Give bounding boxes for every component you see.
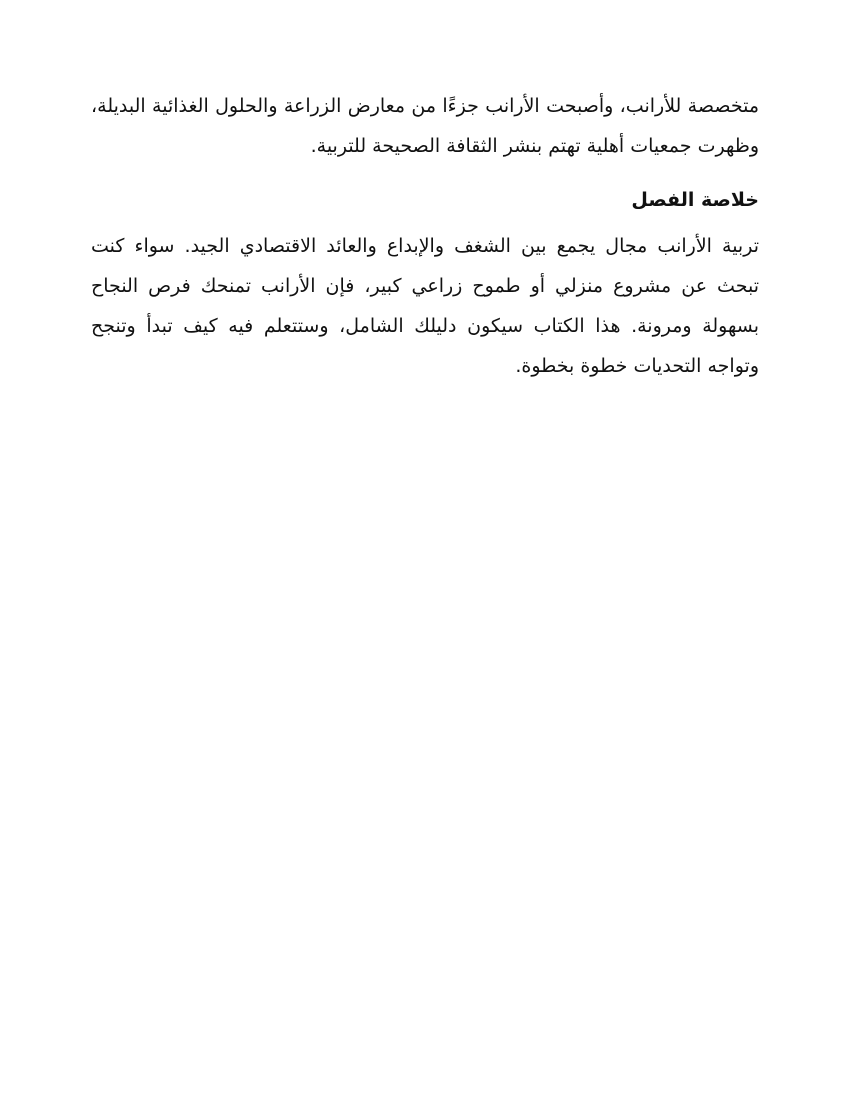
page-content xyxy=(91,86,759,386)
summary-paragraph: تربية الأرانب مجال يجمع بين الشغف والإبداع والعائد الاقتصادي الجيد. سواء كنت تبحث عن مشروع منزلي أو طموح زراعي كبير، فإن الأرانب تمنحك فرص النجاح بسهولة ومرونة. هذا الكتاب سيكون دليلك الشامل، وستتعلم فيه كيف تبدأ وتنجح وتواجه التحديات خطوة بخطوة. xyxy=(91,235,759,377)
chapter-summary-heading: خلاصة الفصل xyxy=(631,189,759,211)
intro-paragraph: متخصصة للأرانب، وأصبحت الأرانب جزءًا من معارض الزراعة والحلول الغذائية البديلة، وظهرت جمعيات أهلية تهتم بنشر الثقافة الصحيحة للتربية. xyxy=(91,95,759,157)
